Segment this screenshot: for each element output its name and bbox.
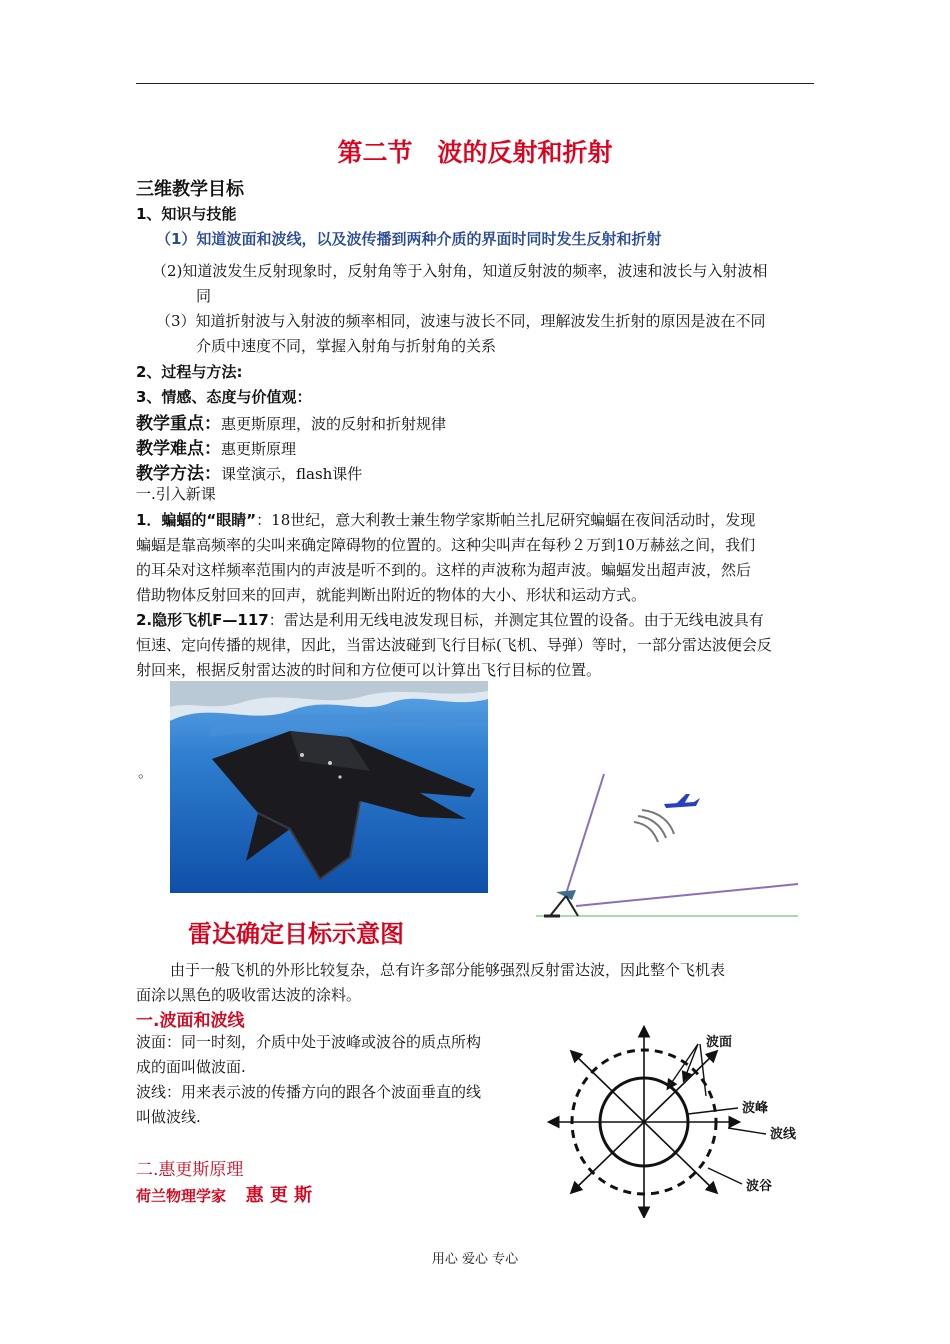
wave-rays [550, 1028, 738, 1216]
bat-line-4: 借助物体反射回来的回声，就能判断出附近的物体的大小、形状和运动方式。 [136, 586, 647, 604]
coating-line-2: 面涂以黑色的吸收雷达波的涂料。 [136, 986, 362, 1004]
page-footer: 用心 爱心 专心 [431, 1252, 519, 1267]
knowledge-item-2-line-2: 同 [196, 287, 212, 305]
process-heading: 2、过程与方法: [136, 363, 243, 381]
label-wavefront: 波面 [706, 1035, 733, 1050]
goals-heading: 三维教学目标 [136, 179, 244, 200]
stealth-line-3: 射回来，根据反射雷达波的时间和方位便可以计算出飞行目标的位置。 [136, 661, 602, 679]
waveline-line-1: 波线：用来表示波的传播方向的跟各个波面垂直的线 [136, 1083, 482, 1101]
radar-diagram [536, 772, 800, 922]
wavefront-line-2: 成的面叫做波面. [136, 1058, 246, 1076]
bat-line-1: ：18世纪，意大利教士兼生物学家斯帕兰扎尼研究蝙蝠在夜间活动时，发现 [256, 511, 756, 529]
target-aircraft-icon [664, 794, 700, 808]
wavefront-line-1: 波面：同一时刻，介质中处于波峰或波谷的质点所构 [136, 1033, 482, 1051]
bat-line-3: 的耳朵对这样频率范围内的声波是听不到的。这样的声波称为超声波。蝙蝠发出超声波，然后 [136, 561, 752, 579]
knowledge-item-3-line-2: 介质中速度不同，掌握入射角与折射角的关系 [196, 337, 497, 355]
wavefront-diagram [546, 1022, 816, 1218]
waveline-line-2: 叫做波线. [136, 1108, 201, 1126]
radar-beam-outgoing [566, 774, 604, 894]
wavefront-definitions [136, 1030, 536, 1130]
bat-label: 1．蝙蝠的“眼睛” [136, 511, 257, 529]
focus-text: 惠更斯原理，波的反射和折射规律 [221, 415, 447, 433]
section-huygens-heading: 二.惠更斯原理 [136, 1160, 244, 1180]
radar-wave-arcs [634, 810, 674, 842]
section-wavefront-heading: 一.波面和波线 [136, 1011, 245, 1031]
label-trough: 波谷 [746, 1179, 773, 1194]
huygens-name: 惠 更 斯 [245, 1185, 313, 1206]
teaching-difficulty [136, 434, 296, 462]
stealth-aircraft-photo [170, 681, 488, 893]
label-crest: 波峰 [742, 1101, 769, 1116]
knowledge-item-2-line-1: （2)知道波发生反射现象时，反射角等于入射角，知道反射波的频率，波速和波长与入射波相 [152, 262, 768, 280]
huygens-line [136, 1181, 312, 1207]
radar-caption: 雷达确定目标示意图 [188, 920, 404, 948]
focus-label: 教学重点： [136, 414, 221, 434]
teaching-focus [136, 409, 446, 437]
knowledge-item-3 [156, 309, 766, 359]
page-title: 第二节 波的反射和折射 [337, 138, 613, 167]
knowledge-heading: 1、知识与技能 [136, 205, 237, 223]
radar-beam-reflected [576, 884, 798, 906]
stealth-label: 2.隐形飞机F—117 [136, 611, 269, 629]
knowledge-item-2 [152, 259, 767, 309]
coating-paragraph [136, 958, 826, 1008]
coating-line-1: 由于一般飞机的外形比较复杂，总有许多部分能够强烈反射雷达波，因此整个飞机表 [170, 961, 726, 979]
knowledge-item-3-line-1: （3）知道折射波与入射波的频率相同，波速与波长不同，理解波发生折射的原因是波在不同 [156, 312, 766, 330]
label-ray: 波线 [770, 1127, 797, 1142]
method-label: 教学方法： [136, 464, 221, 484]
bat-paragraph [136, 508, 826, 608]
difficulty-label: 教学难点： [136, 439, 221, 459]
stray-dot: 。 [138, 763, 154, 781]
knowledge-item-1: （1）知道波面和波线，以及波传播到两种介质的界面时同时发生反射和折射 [156, 230, 662, 248]
bat-line-2: 蝙蝠是靠高频率的尖叫来确定障碍物的位置的。这种尖叫声在每秒２万到10万赫兹之间，我们 [136, 536, 756, 554]
method-text: 课堂演示，flash课件 [221, 465, 363, 483]
emotion-heading: 3、情感、态度与价值观： [136, 388, 312, 406]
radar-dish-icon [544, 890, 578, 916]
header-rule [136, 83, 814, 84]
stealth-line-1: ：雷达是利用无线电波发现目标，并测定其位置的设备。由于无线电波具有 [268, 611, 764, 629]
difficulty-text: 惠更斯原理 [221, 440, 297, 458]
intro-heading: 一.引入新课 [136, 485, 216, 503]
stealth-line-2: 恒速、定向传播的规律，因此，当雷达波碰到飞行目标(飞机、导弹）等时，一部分雷达波便会反 [136, 636, 772, 654]
stealth-paragraph [136, 608, 826, 683]
huygens-label: 荷兰物理学家 [136, 1187, 227, 1205]
